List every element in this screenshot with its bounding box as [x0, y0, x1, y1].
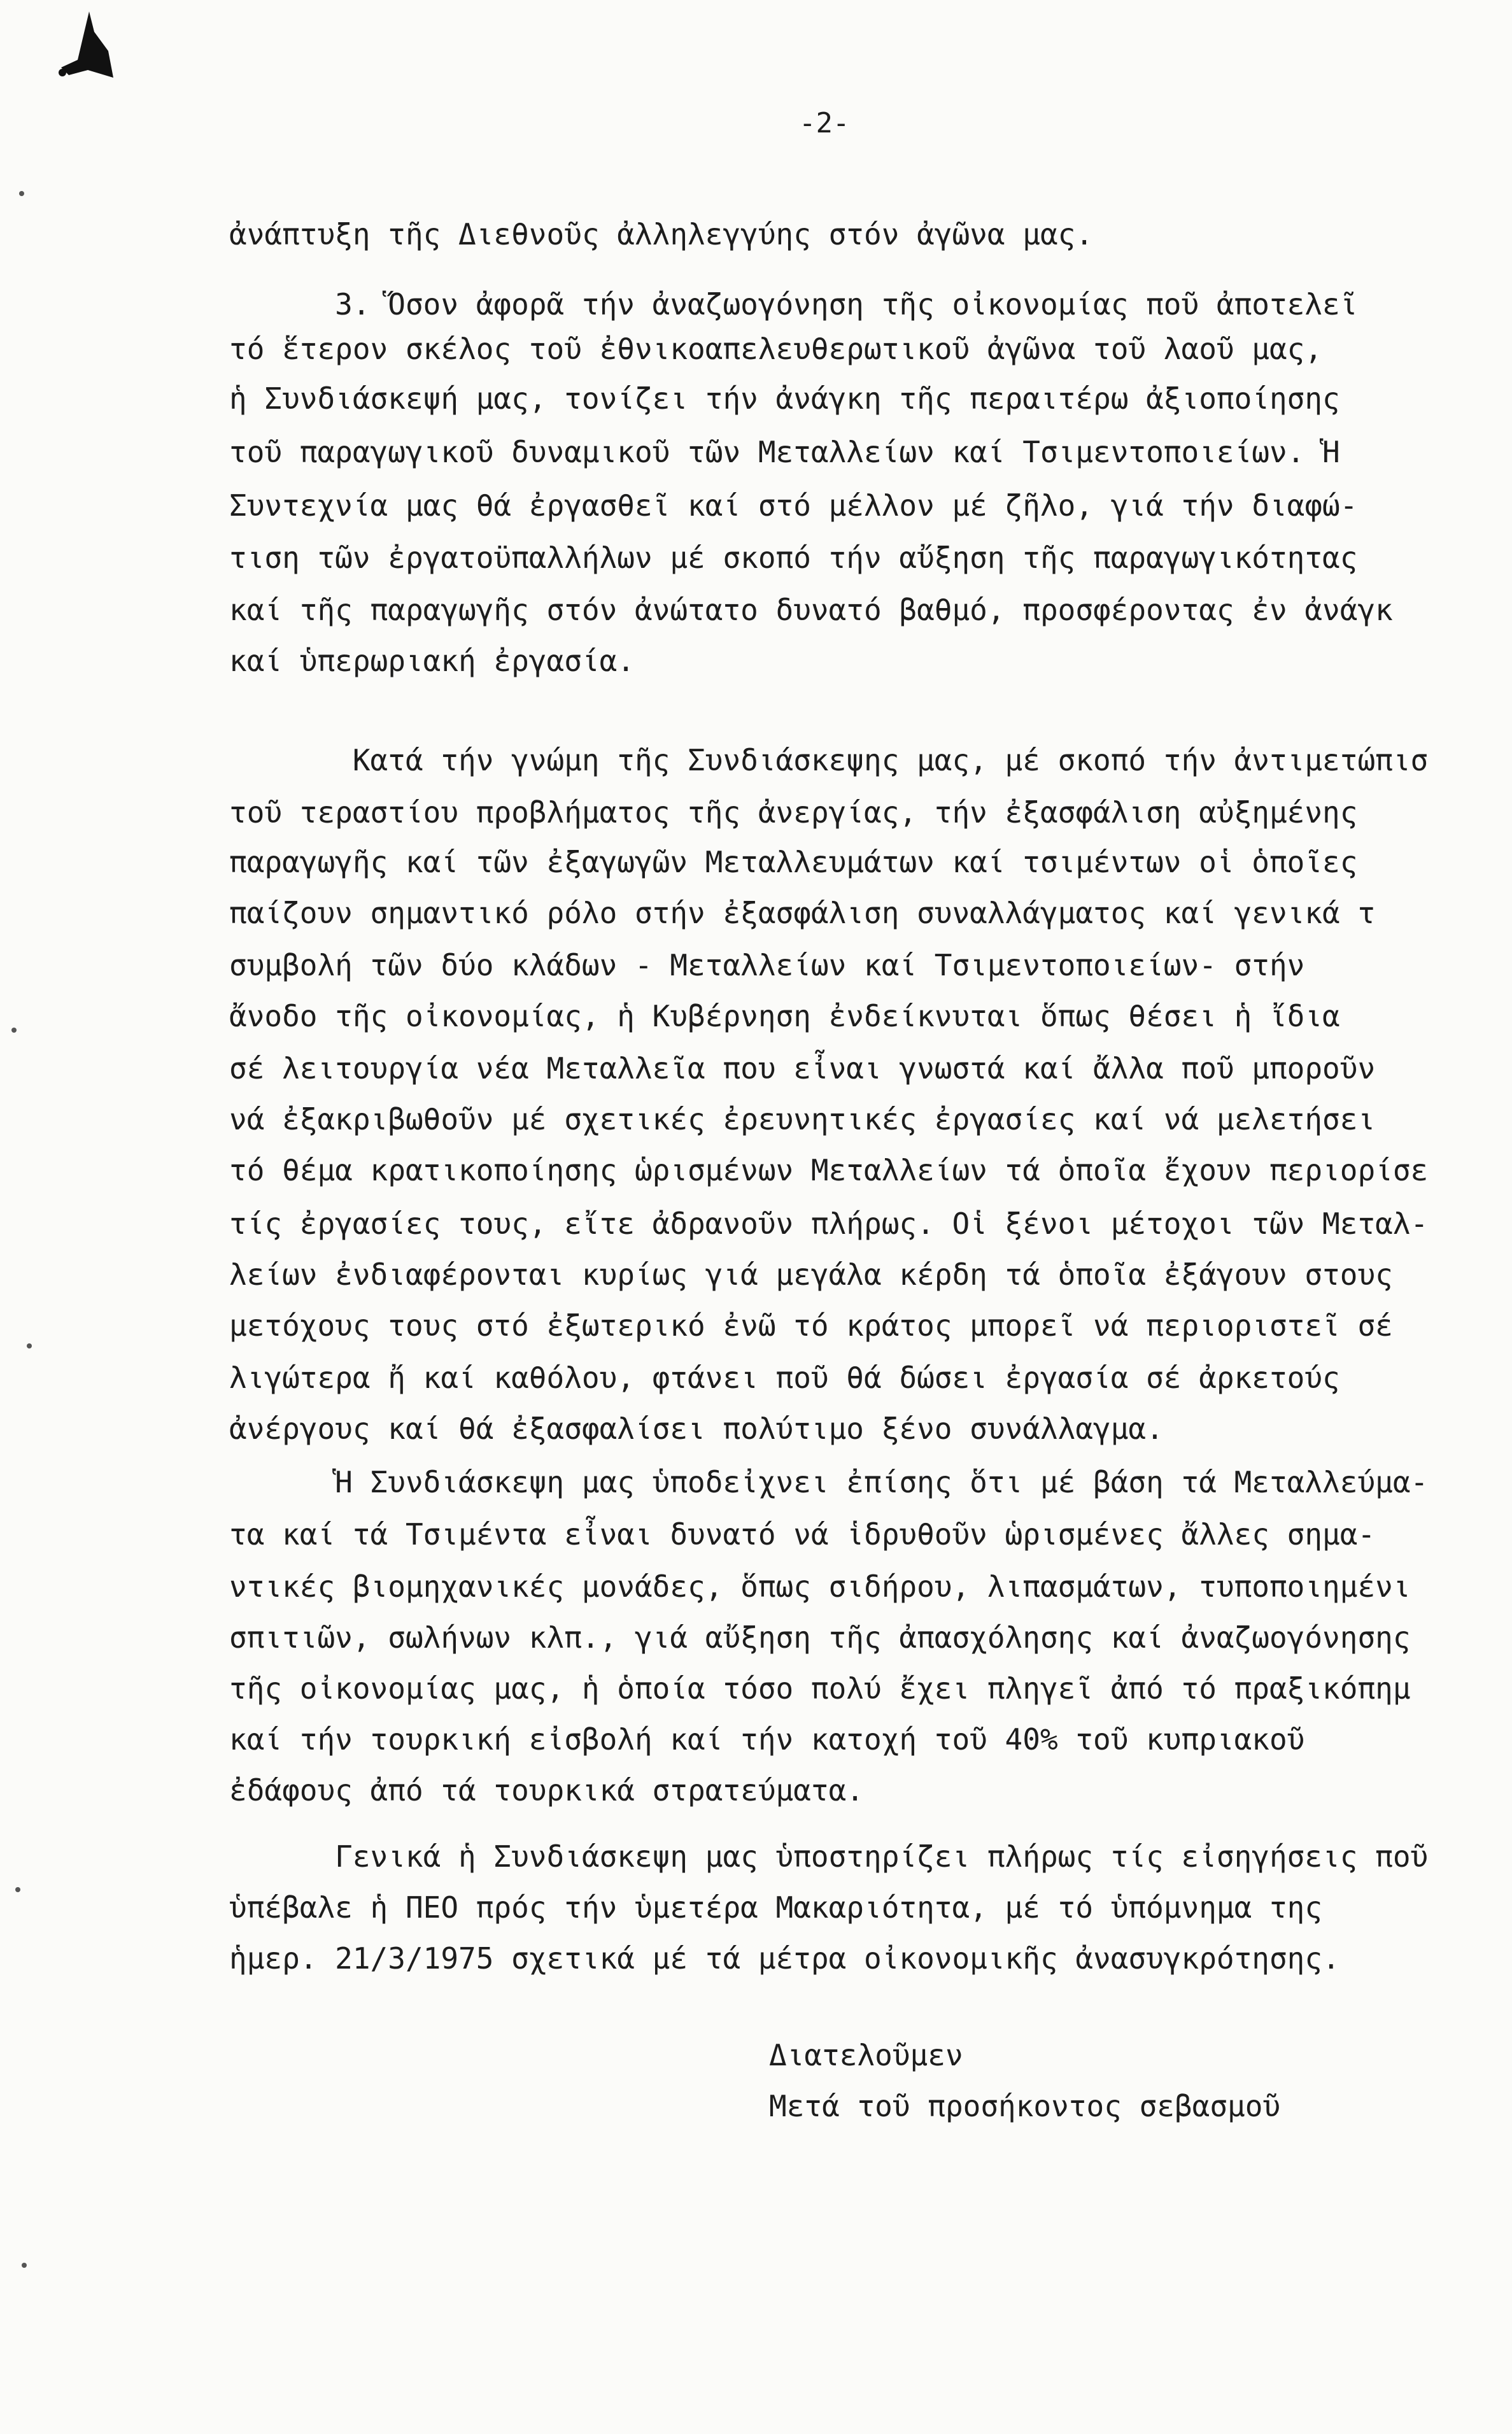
text-line: μετόχους τους στό ἐξωτερικό ἐνῶ τό κράτος μπορεῖ νά περιοριστεῖ σέ: [229, 1308, 1393, 1343]
text-line: ἄνοδο τῆς οἰκονομίας, ἡ Κυβέρνηση ἐνδείκνυται ὅπως θέσει ἡ ἴδια: [229, 999, 1340, 1033]
text-line: παραγωγῆς καί τῶν ἐξαγωγῶν Μεταλλευμάτων καί τσιμέντων οἱ ὁποῖες: [229, 845, 1358, 879]
text-line: Γενικά ἡ Συνδιάσκεψη μας ὑποστηρίζει πλήρως τίς εἰσηγήσεις ποῦ: [229, 1839, 1429, 1874]
text-line: ὑπέβαλε ἡ ΠΕΟ πρός τήν ὑμετέρα Μακαριότητα, μέ τό ὑπόμνημα της: [229, 1890, 1323, 1925]
text-line: λείων ἐνδιαφέρονται κυρίως γιά μεγάλα κέρδη τά ὁποῖα ἐξάγουν στους: [229, 1257, 1393, 1292]
text-line: Κατά τήν γνώμη τῆς Συνδιάσκεψης μας, μέ σκοπό τήν ἀντιμετώπισ: [229, 743, 1429, 777]
text-line: τῆς οἰκονομίας μας, ἡ ὁποία τόσο πολύ ἔχει πληγεῖ ἀπό τό πραξικόπημ: [229, 1671, 1411, 1706]
text-line: τιση τῶν ἐργατοϋπαλλήλων μέ σκοπό τήν αὔξηση τῆς παραγωγικότητας: [229, 541, 1358, 575]
scan-speck: [27, 1343, 32, 1348]
ink-blot-mark: [50, 6, 120, 83]
text-line: τό ἕτερον σκέλος τοῦ ἐθνικοαπελευθερωτικοῦ ἀγῶνα τοῦ λαοῦ μας,: [229, 332, 1323, 366]
page-number: -2-: [799, 107, 850, 139]
text-line: καί τῆς παραγωγῆς στόν ἀνώτατο δυνατό βαθμό, προσφέροντας ἐν ἀνάγκ: [229, 593, 1393, 627]
text-line: νά ἐξακριβωθοῦν μέ σχετικές ἐρευνητικές ἐργασίες καί νά μελετήσει: [229, 1102, 1376, 1136]
closing-respect: Μετά τοῦ προσήκοντος σεβασμοῦ: [769, 2089, 1281, 2123]
text-line: τοῦ τεραστίου προβλήματος τῆς ἀνεργίας, τήν ἐξασφάλιση αὐξημένης: [229, 795, 1358, 830]
text-line: σέ λειτουργία νέα Μεταλλεῖα που εἶναι γνωστά καί ἄλλα ποῦ μποροῦν: [229, 1051, 1376, 1086]
text-line: καί τήν τουρκική εἰσβολή καί τήν κατοχή τοῦ 40% τοῦ κυπριακοῦ: [229, 1722, 1305, 1757]
closing-salutation: Διατελοῦμεν: [769, 2038, 963, 2072]
text-line: ἡ Συνδιάσκεψή μας, τονίζει τήν ἀνάγκη τῆς περαιτέρω ἀξιοποίησης: [229, 381, 1340, 416]
text-line: Ἡ Συνδιάσκεψη μας ὑποδεἰχνει ἐπίσης ὅτι μέ βάση τά Μεταλλεύμα-: [229, 1465, 1429, 1499]
scan-speck: [19, 191, 24, 196]
scan-speck: [15, 1887, 20, 1892]
text-line: ἀνέργους καί θά ἐξασφαλίσει πολύτιμο ξένο συνάλλαγμα.: [229, 1412, 1164, 1446]
text-line: λιγώτερα ἤ καί καθόλου, φτάνει ποῦ θά δώσει ἐργασία σέ ἀρκετούς: [229, 1361, 1340, 1395]
text-line: 3. Ὅσον ἀφορᾶ τήν ἀναζωογόνηση τῆς οἰκονομίας ποῦ ἀποτελεῖ: [229, 287, 1358, 322]
text-line: ἀνάπτυξη τῆς Διεθνοῦς ἀλληλεγγύης στόν ἀγῶνα μας.: [229, 217, 1094, 251]
scan-speck: [11, 1028, 17, 1033]
text-line: ἡμερ. 21/3/1975 σχετικά μέ τά μέτρα οἰκονομικῆς ἀνασυγκρότησης.: [229, 1941, 1340, 1976]
text-line: καί ὑπερωριακή ἐργασία.: [229, 644, 635, 678]
text-line: τίς ἐργασίες τους, εἴτε ἀδρανοῦν πλήρως. Οἱ ξένοι μέτοχοι τῶν Μεταλ-: [229, 1206, 1429, 1241]
text-line: τα καί τά Τσιμέντα εἶναι δυνατό νά ἱδρυθοῦν ὡρισμένες ἄλλες σημα-: [229, 1517, 1376, 1552]
text-line: τοῦ παραγωγικοῦ δυναμικοῦ τῶν Μεταλλείων καί Τσιμεντοποιείων. Ἡ: [229, 435, 1340, 469]
text-line: ἐδάφους ἀπό τά τουρκικά στρατεύματα.: [229, 1773, 864, 1808]
scan-speck: [22, 2263, 27, 2268]
text-line: σπιτιῶν, σωλήνων κλπ., γιά αὔξηση τῆς ἀπασχόλησης καί ἀναζωογόνησης: [229, 1620, 1411, 1655]
text-line: Συντεχνία μας θά ἐργασθεῖ καί στό μέλλον μέ ζῆλο, γιά τήν διαφώ-: [229, 488, 1358, 523]
text-line: ντικές βιομηχανικές μονάδες, ὅπως σιδήρου, λιπασμάτων, τυποποιημένι: [229, 1569, 1411, 1604]
text-line: συμβολή τῶν δύο κλάδων - Μεταλλείων καί Τσιμεντοποιείων- στήν: [229, 948, 1305, 982]
text-line: παίζουν σημαντικό ρόλο στήν ἐξασφάλιση συναλλάγματος καί γενικά τ: [229, 896, 1376, 930]
text-line: τό θέμα κρατικοποίησης ὡρισμένων Μεταλλείων τά ὁποῖα ἔχουν περιορίσε: [229, 1153, 1429, 1187]
